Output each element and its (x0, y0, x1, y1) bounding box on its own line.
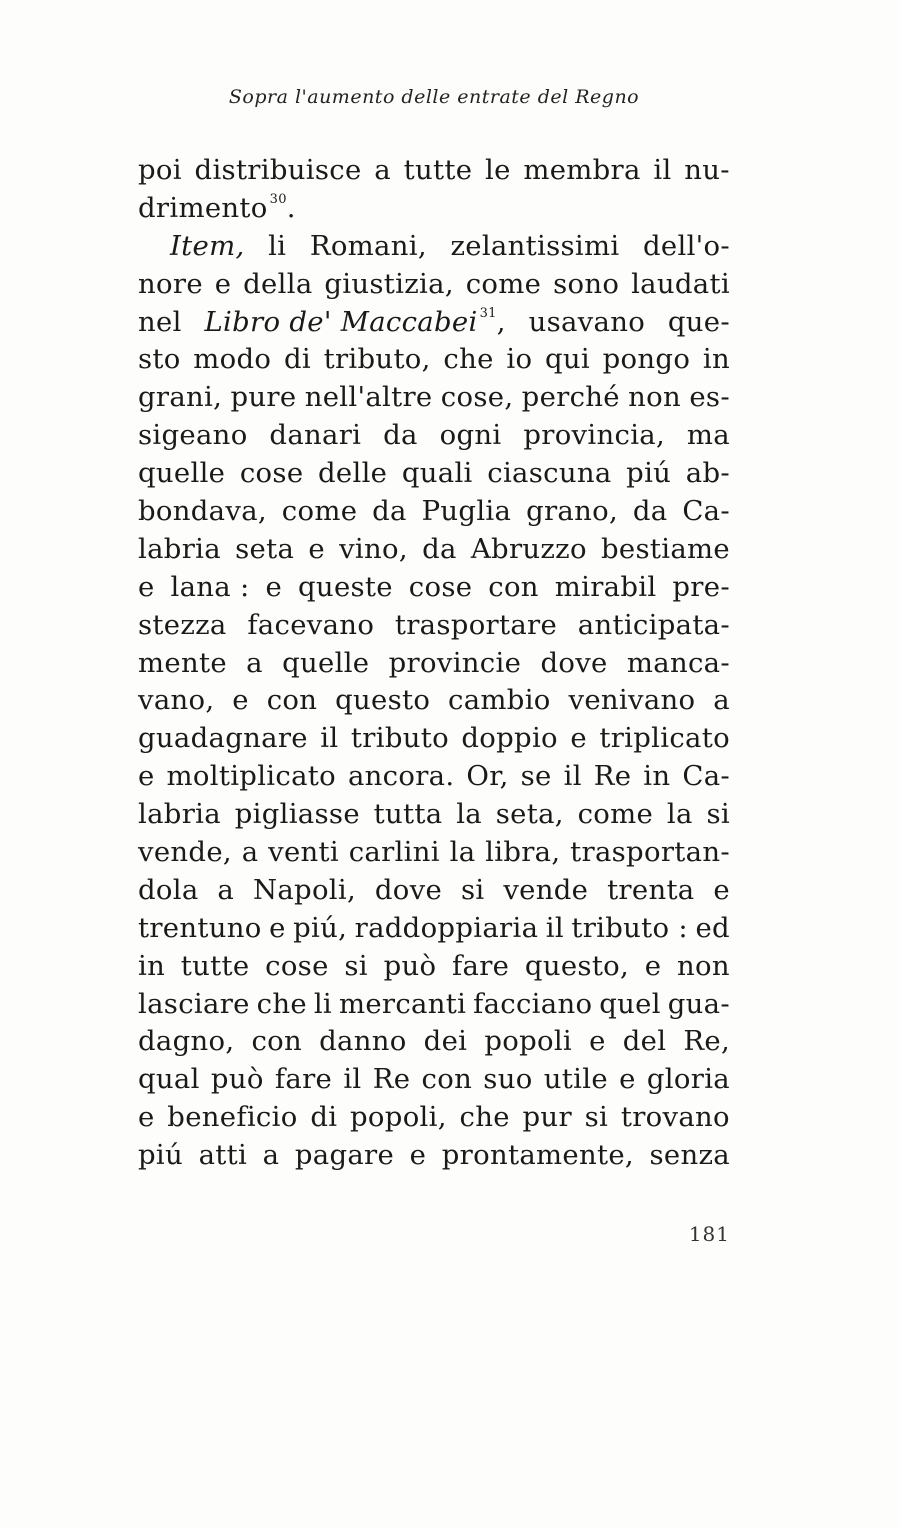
text-line (138, 872, 730, 910)
word: facevano (247, 608, 375, 641)
word: tributo : (571, 911, 688, 944)
word: facciano (473, 987, 593, 1020)
word: dove (540, 646, 608, 679)
text-line (138, 682, 730, 720)
word: a (262, 1139, 280, 1172)
word: e (138, 570, 155, 603)
word: qual (138, 1063, 200, 1096)
word: trentuno (138, 911, 262, 944)
text-line (138, 1137, 730, 1175)
word: piú (138, 1139, 184, 1172)
word: nell'altre (304, 381, 433, 414)
word: nore (138, 267, 203, 300)
word: poi (138, 154, 182, 186)
word: ed (695, 911, 730, 944)
word: che (459, 1101, 510, 1134)
word: come (281, 495, 358, 528)
word: vano, (138, 684, 215, 717)
word: li (268, 229, 287, 262)
word: Re (372, 1063, 411, 1096)
text-line (138, 417, 730, 455)
word: quelle (282, 646, 370, 679)
word: con (421, 1063, 473, 1096)
word: a (713, 684, 730, 717)
word: dagno, (138, 1025, 235, 1058)
word: danno (319, 1025, 407, 1058)
word: sigeano (138, 419, 248, 452)
word: si (460, 873, 485, 906)
text-line (138, 834, 730, 872)
word: modo (193, 343, 272, 376)
word: può (383, 949, 437, 982)
word: provincie (388, 646, 522, 679)
word: cose, (440, 381, 514, 414)
word: ciascuna (487, 457, 612, 490)
word: trasportan- (570, 836, 730, 869)
word: venivano (568, 684, 696, 717)
word: e (409, 1139, 427, 1172)
word: quali (401, 457, 473, 490)
word: doppio (461, 722, 558, 755)
word: popoli (484, 1025, 573, 1058)
text-line (138, 228, 730, 266)
word: mercanti (338, 987, 467, 1020)
word: mente (138, 646, 227, 679)
word: pongo (602, 343, 691, 376)
word: atti (198, 1139, 248, 1172)
word: vende (503, 873, 589, 906)
word: non (677, 949, 730, 982)
word: da (372, 495, 407, 528)
word: di (283, 343, 311, 376)
word: lasciare (138, 987, 250, 1020)
word: tutte (403, 154, 473, 186)
text-line (138, 1099, 730, 1137)
word: zelantissimi (450, 229, 620, 262)
word: e (589, 1025, 606, 1058)
word: danari (269, 419, 362, 452)
word: moltiplicato (166, 760, 337, 793)
word: Ca- (682, 495, 730, 528)
word: queste (298, 570, 393, 603)
word: ma (686, 419, 730, 452)
word: vino, (339, 532, 408, 565)
word: come (577, 798, 654, 831)
word: tributo, (323, 343, 431, 376)
text-line (138, 758, 730, 796)
word: e (214, 267, 232, 300)
text-line (138, 569, 730, 607)
text-line (138, 152, 730, 190)
word: anticipata- (577, 608, 730, 641)
word: provincia, (523, 419, 666, 452)
word: che (443, 343, 494, 376)
word: e (308, 532, 325, 565)
word: tributo (350, 722, 449, 755)
word: ogni (439, 419, 502, 452)
text-line (138, 910, 730, 948)
word: ancora. (347, 760, 455, 793)
text-line (138, 1061, 730, 1099)
word: raddoppiaria (354, 911, 539, 944)
word: lana : (170, 570, 250, 603)
word: del (622, 1025, 667, 1058)
text-line (138, 190, 730, 228)
word: piú (626, 457, 672, 490)
word: dola (138, 873, 199, 906)
word: e (138, 760, 155, 793)
word: utile (543, 1063, 608, 1096)
word: ab- (685, 457, 730, 490)
word: la (456, 798, 482, 831)
word: membra (523, 154, 641, 186)
word: laudati (631, 267, 730, 300)
word: in (643, 760, 671, 793)
word: e (138, 1101, 155, 1134)
word: Napoli, (252, 873, 357, 906)
word: a (374, 154, 391, 186)
word: delle (318, 457, 388, 490)
word: fare (452, 949, 510, 982)
word: il (545, 911, 564, 944)
word: da (383, 419, 418, 452)
word: pigliasse (234, 798, 360, 831)
word: grano, (526, 495, 619, 528)
word: bondava, (138, 495, 267, 528)
word: Re (593, 760, 632, 793)
word: beneficio (167, 1101, 298, 1134)
word: carlini (348, 836, 440, 869)
text-line (138, 266, 730, 304)
word: io (506, 343, 533, 376)
word: trasportare (394, 608, 558, 641)
text-line (138, 948, 730, 986)
word: Romani, (309, 229, 427, 262)
word: si (706, 798, 730, 831)
word: le (484, 154, 511, 186)
word: piú, (293, 911, 348, 944)
text-line (138, 455, 730, 493)
word: della (243, 267, 313, 300)
word: grani, (138, 381, 223, 414)
word: trovano (620, 1101, 730, 1134)
text-line (138, 986, 730, 1024)
word: Puglia (421, 495, 512, 528)
text-line (138, 607, 730, 645)
word: e (644, 949, 662, 982)
page-number: 181 (688, 1222, 730, 1246)
word: pure (230, 381, 297, 414)
word: Abruzzo (470, 532, 587, 565)
word: si (344, 949, 368, 982)
word: quelle (138, 457, 226, 490)
word: venti (268, 836, 339, 869)
word: pur (522, 1101, 572, 1134)
word: di (310, 1101, 338, 1134)
word: triplicato (599, 722, 730, 755)
word: e (269, 911, 286, 944)
word: que- (667, 305, 730, 338)
word: tutte (180, 949, 250, 982)
word: pagare (294, 1139, 395, 1172)
word: il (343, 1063, 362, 1096)
footnote-marker: 31 (479, 305, 497, 321)
text-line (138, 493, 730, 531)
word: usavano (528, 305, 646, 338)
word: e (265, 570, 283, 603)
word: a (246, 646, 263, 679)
word: Or, (466, 760, 509, 793)
text-line (138, 304, 730, 342)
word: popoli, (350, 1101, 447, 1134)
word: dei (423, 1025, 468, 1058)
word: manca- (626, 646, 730, 679)
word: cose (265, 949, 329, 982)
word: Item, (170, 229, 245, 262)
word: dove (374, 873, 443, 906)
body-text (138, 152, 730, 1175)
word: come (465, 267, 542, 300)
word: non (628, 381, 682, 414)
word: stezza (138, 608, 227, 641)
word: la (449, 836, 476, 869)
running-header: Sopra l'aumento delle entrate del Regno (228, 86, 640, 108)
word: Ca- (682, 760, 730, 793)
word: questo, (524, 949, 630, 982)
word: seta (235, 532, 295, 565)
word: seta, (495, 798, 564, 831)
word: può (210, 1063, 264, 1096)
word: con (266, 684, 318, 717)
word: con (251, 1025, 303, 1058)
word: es- (689, 381, 730, 414)
word: gua- (667, 987, 730, 1020)
word: fare (274, 1063, 333, 1096)
word: sono (553, 267, 620, 300)
word: cose (408, 570, 473, 603)
text-line (138, 341, 730, 379)
word: in (138, 949, 166, 982)
word: gloria (646, 1063, 730, 1096)
word: e (232, 684, 249, 717)
word: e (570, 722, 587, 755)
word: sto (138, 343, 181, 376)
word: suo (483, 1063, 533, 1096)
word: da (422, 532, 457, 565)
word: il (653, 154, 672, 186)
word: il (320, 722, 339, 755)
word: distribuisce (194, 154, 362, 186)
word: prontamente, (441, 1139, 634, 1172)
text-line (138, 645, 730, 683)
word: se (520, 760, 552, 793)
word: qui (544, 343, 590, 376)
word: perché (521, 381, 620, 414)
word: cambio (448, 684, 551, 717)
word: li (313, 987, 333, 1020)
word: e (713, 873, 730, 906)
word: quel (599, 987, 661, 1020)
word: nel (138, 305, 182, 338)
word: giustizia, (324, 267, 454, 300)
word: guadagnare (138, 722, 308, 755)
word: mirabil (554, 570, 657, 603)
word: bestiame (601, 532, 730, 565)
text-line (138, 720, 730, 758)
word: labria (138, 798, 221, 831)
word: questo (335, 684, 431, 717)
word: e (619, 1063, 636, 1096)
word: libra, (485, 836, 561, 869)
word: Re, (683, 1025, 730, 1058)
word: in (702, 343, 730, 376)
word: nu- (684, 154, 730, 186)
word: che (256, 987, 307, 1020)
word: dell'o- (643, 229, 730, 262)
word: si (584, 1101, 609, 1134)
text-line (138, 796, 730, 834)
footnote-marker: 30 (269, 191, 287, 207)
word: a (241, 836, 259, 869)
word: drimento $^{30}$. (138, 191, 296, 224)
word: pre- (672, 570, 730, 603)
text-line (138, 531, 730, 569)
text-line (138, 379, 730, 417)
word: a (217, 873, 235, 906)
word: senza (649, 1139, 730, 1172)
word: vende, (138, 836, 232, 869)
word: trenta (607, 873, 695, 906)
word: cose (239, 457, 304, 490)
word: tutta (373, 798, 443, 831)
italic-title: Libro de' Maccabei $^{31}$, (204, 305, 506, 338)
text-line (138, 1023, 730, 1061)
word: la (666, 798, 693, 831)
word: il (563, 760, 582, 793)
word: con (488, 570, 539, 603)
word: labria (138, 532, 221, 565)
word: da (632, 495, 668, 528)
